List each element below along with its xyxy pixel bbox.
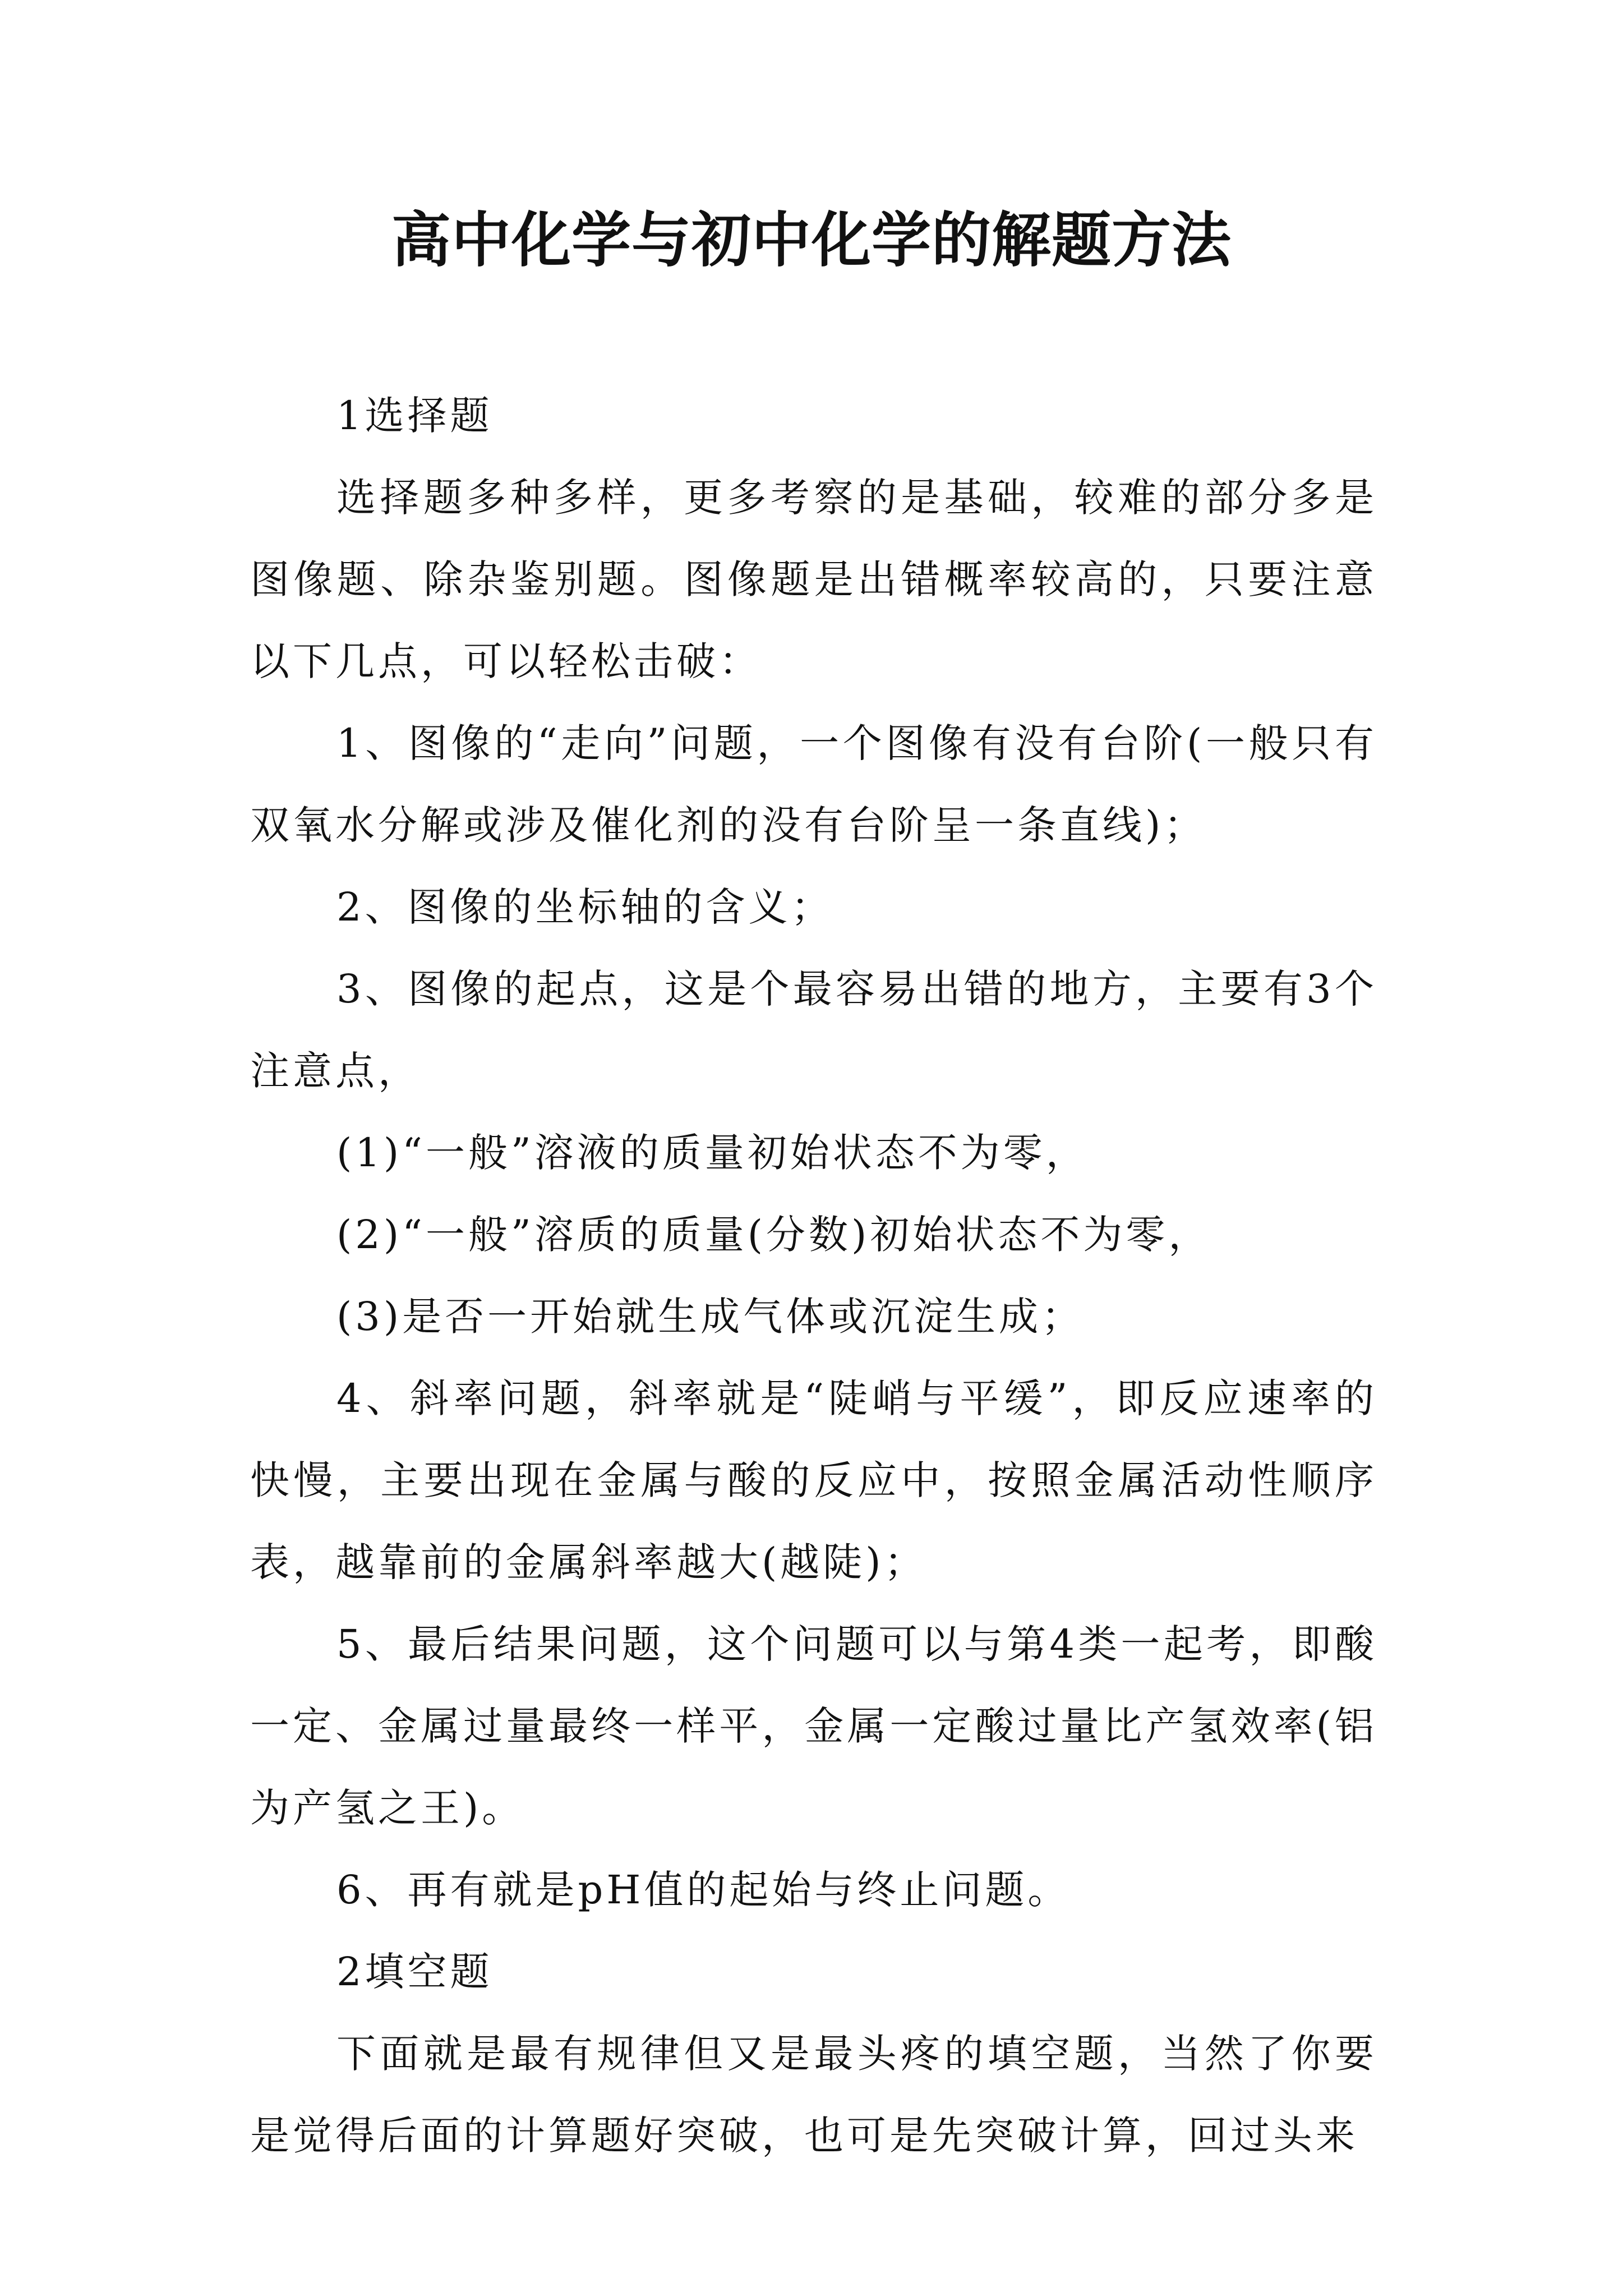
- document-body: [250, 375, 1377, 2177]
- sub-list-item: (3)是否一开始就生成气体或沉淀生成；: [336, 1294, 1085, 1340]
- list-item: 2、图像的坐标轴的含义；: [336, 884, 834, 930]
- paragraph: 选择题多种多样，更多考察的是基础，较难的部分多是图像题、除杂鉴别题。图像题是出错概率较高的，只要注意以下几点，可以轻松击破：: [250, 475, 1377, 684]
- list-item: 4、斜率问题，斜率就是“陡峭与平缓”，即反应速率的快慢，主要出现在金属与酸的反应中，按照金属活动性顺序表，越靠前的金属斜率越大(越陡)；: [250, 1375, 1377, 1585]
- section-heading-fill: 2填空题: [336, 1949, 493, 1995]
- document-title: 高中化学与初中化学的解题方法: [391, 205, 1232, 275]
- sub-list-item: (1)“一般”溶液的质量初始状态不为零，: [336, 1130, 1089, 1176]
- list-item: 6、再有就是pH值的起始与终止问题。: [336, 1867, 1071, 1913]
- section-heading-choice: 1选择题: [336, 393, 493, 439]
- paragraph: 下面就是最有规律但又是最头疼的填空题，当然了你要是觉得后面的计算题好突破，也可是先突破计算，回过头来: [250, 2031, 1377, 2159]
- list-item: 5、最后结果问题，这个问题可以与第4类一起考，即酸一定、金属过量最终一样平，金属一定酸过量比产氢效率(铝为产氢之王)。: [250, 1621, 1377, 1831]
- list-item: 3、图像的起点，这是个最容易出错的地方，主要有3个注意点，: [250, 966, 1377, 1094]
- list-item: 1、图像的“走向”问题，一个图像有没有台阶(一般只有双氧水分解或涉及催化剂的没有台阶呈一条直线)；: [250, 720, 1377, 848]
- sub-list-item: (2)“一般”溶质的质量(分数)初始状态不为零，: [336, 1212, 1211, 1258]
